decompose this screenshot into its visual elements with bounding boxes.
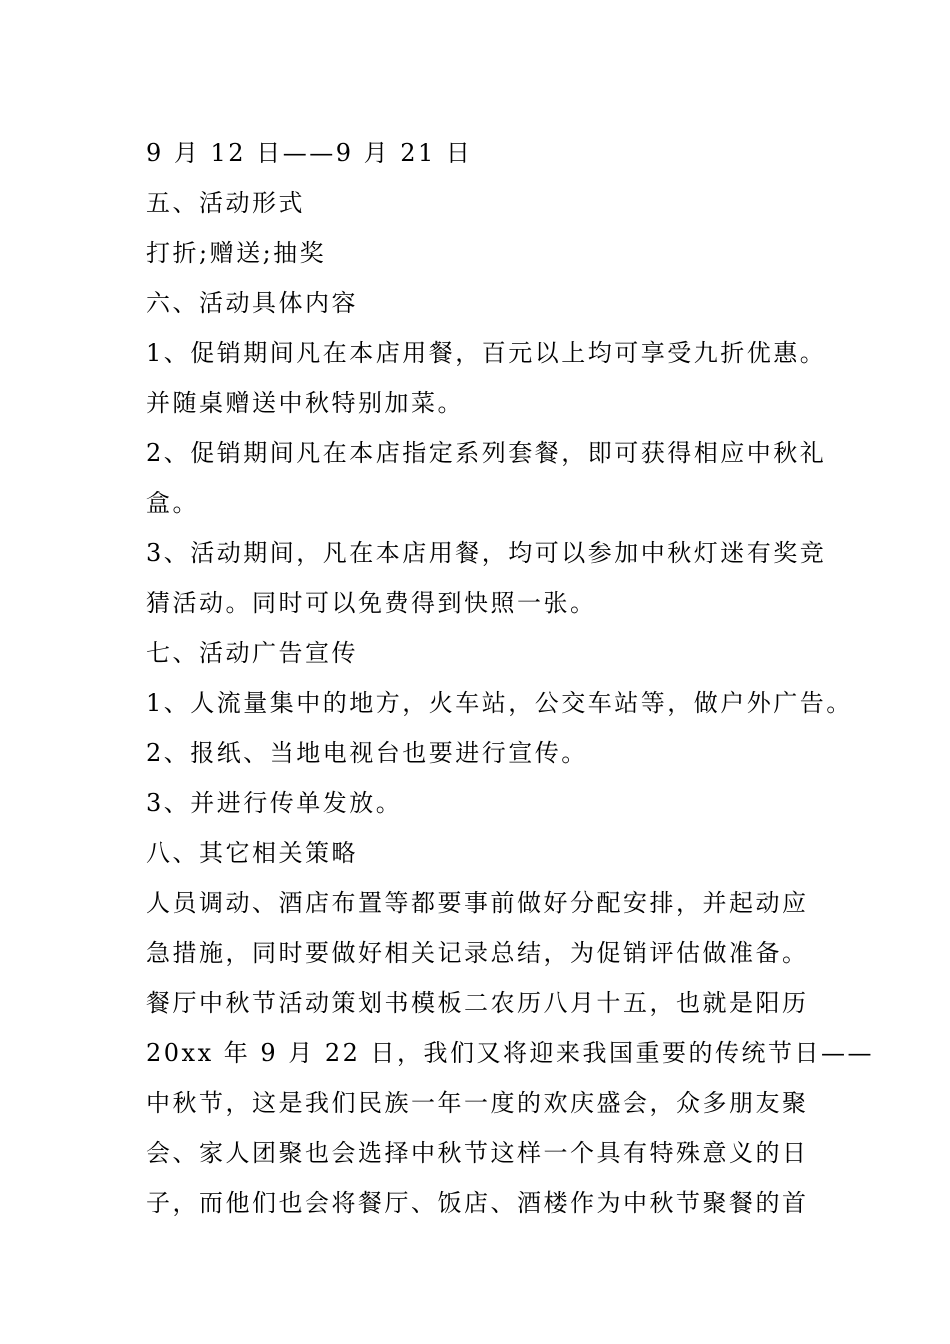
paragraph-line: 3、并进行传单发放。 xyxy=(146,789,403,817)
paragraph-line: 3、活动期间，凡在本店用餐，均可以参加中秋灯迷有奖竞 xyxy=(146,539,827,567)
paragraph-line: 急措施，同时要做好相关记录总结，为促销评估做准备。 xyxy=(146,939,809,967)
paragraph-line: 餐厅中秋节活动策划书模板二农历八月十五，也就是阳历 xyxy=(146,989,809,1017)
section-heading-advertising: 七、活动广告宣传 xyxy=(146,639,358,667)
paragraph-line: 盒。 xyxy=(146,489,199,517)
section-heading-activity-form: 五、活动形式 xyxy=(146,189,305,217)
paragraph-line: 2、促销期间凡在本店指定系列套餐，即可获得相应中秋礼 xyxy=(146,439,827,467)
paragraph-line: 1、促销期间凡在本店用餐，百元以上均可享受九折优惠。 xyxy=(146,339,827,367)
paragraph-line: 人员调动、酒店布置等都要事前做好分配安排，并起动应 xyxy=(146,889,809,917)
paragraph-line: 并随桌赠送中秋特别加菜。 xyxy=(146,389,464,417)
paragraph-line: 会、家人团聚也会选择中秋节这样一个具有特殊意义的日 xyxy=(146,1139,809,1167)
paragraph-line: 1、人流量集中的地方，火车站，公交车站等，做户外广告。 xyxy=(146,689,853,717)
paragraph-line: 20xx 年 9 月 22 日，我们又将迎来我国重要的传统节日—— xyxy=(146,1039,875,1067)
section-heading-activity-content: 六、活动具体内容 xyxy=(146,289,358,317)
section-heading-other-strategies: 八、其它相关策略 xyxy=(146,839,358,867)
document-body xyxy=(146,128,875,1228)
paragraph-line: 打折;赠送;抽奖 xyxy=(146,239,327,267)
paragraph-line: 中秋节，这是我们民族一年一度的欢庆盛会，众多朋友聚 xyxy=(146,1089,809,1117)
paragraph-line: 2、报纸、当地电视台也要进行宣传。 xyxy=(146,739,588,767)
date-range-line: 9 月 12 日——9 月 21 日 xyxy=(146,139,473,167)
paragraph-line: 子，而他们也会将餐厅、饭店、酒楼作为中秋节聚餐的首 xyxy=(146,1189,809,1217)
paragraph-line: 猜活动。同时可以免费得到快照一张。 xyxy=(146,589,597,617)
